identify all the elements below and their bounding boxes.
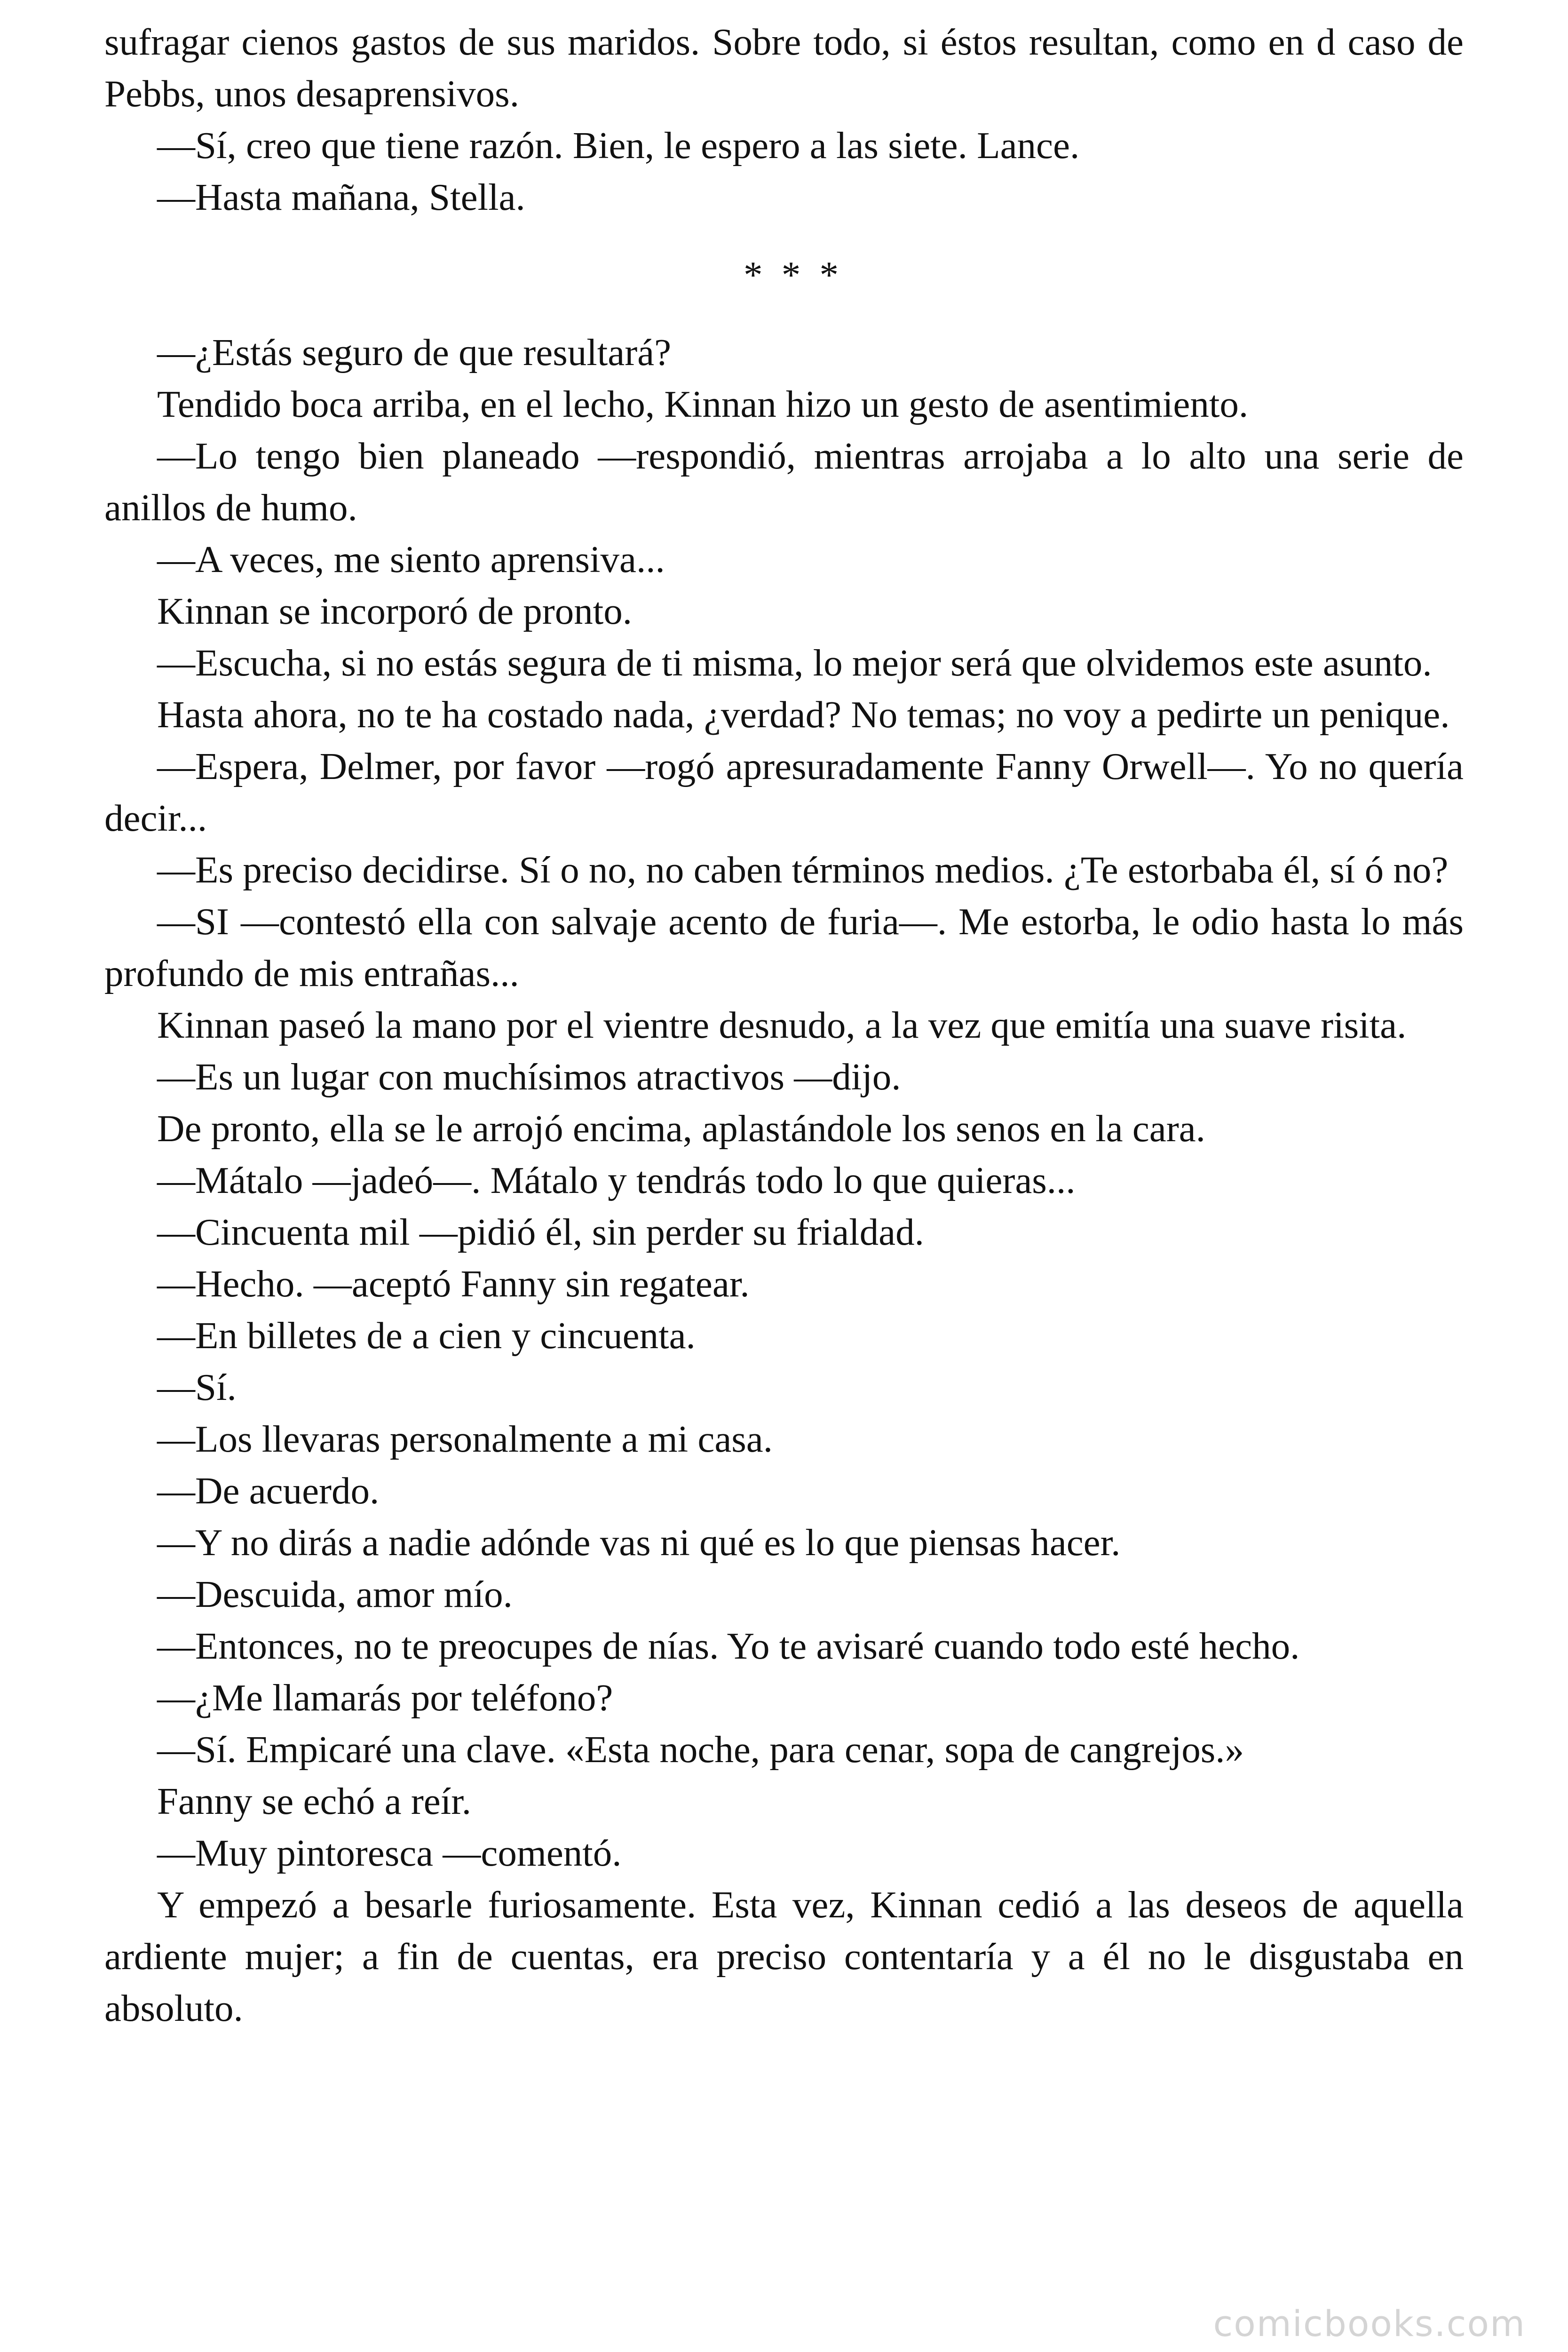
paragraph: —Hecho. —aceptó Fanny sin regatear. (157, 1263, 750, 1305)
paragraph: Kinnan paseó la mano por el vientre desnudo, a la vez que emitía una suave risita. (157, 1004, 1407, 1046)
paragraph: —Entonces, no te preocupes de nías. Yo te avisaré cuando todo esté hecho. (157, 1625, 1300, 1667)
scene-break: * * * (744, 254, 843, 296)
paragraph: Tendido boca arriba, en el lecho, Kinnan hizo un gesto de asentimiento. (157, 383, 1249, 425)
paragraph: sufragar cienos gastos de sus maridos. Sobre todo, si éstos resultan, como en d caso de Pebbs, unos desaprensivos. (104, 21, 1464, 115)
paragraph: Fanny se echó a reír. (157, 1780, 472, 1822)
paragraph: —Es preciso decidirse. Sí o no, no caben términos medios. ¿Te estorbaba él, sí ó no? (157, 849, 1449, 891)
paragraph: —Los llevaras personalmente a mi casa. (157, 1418, 773, 1460)
section-after-break (104, 326, 1464, 2034)
paragraph: —De acuerdo. (157, 1470, 380, 1512)
paragraph: —Hasta mañana, Stella. (157, 176, 525, 218)
paragraph: —¿Me llamarás por teléfono? (157, 1677, 613, 1719)
paragraph: —Mátalo —jadeó—. Mátalo y tendrás todo lo que quieras... (157, 1159, 1076, 1201)
paragraph: —SI —contestó ella con salvaje acento de furia—. Me estorba, le odio hasta lo más profundo de mis entrañas... (104, 900, 1464, 994)
paragraph: Hasta ahora, no te ha costado nada, ¿verdad? No temas; no voy a pedirte un penique. (157, 693, 1450, 736)
text-column (104, 16, 1464, 2034)
paragraph: —¿Estás seguro de que resultará? (157, 331, 672, 373)
paragraph: De pronto, ella se le arrojó encima, aplastándole los senos en la cara. (157, 1107, 1205, 1150)
paragraph: —Sí. (157, 1366, 237, 1408)
section-before-break (104, 16, 1464, 223)
paragraph: —Muy pintoresca —comentó. (157, 1832, 622, 1874)
paragraph: —A veces, me siento aprensiva... (157, 538, 665, 580)
watermark: comicbooks.com (1213, 2303, 1526, 2344)
paragraph: Kinnan se incorporó de pronto. (157, 590, 633, 632)
paragraph: —Es un lugar con muchísimos atractivos —dijo. (157, 1056, 901, 1098)
paragraph: Y empezó a besarle furiosamente. Esta vez, Kinnan cedió a las deseos de aquella ardiente mujer; a fin de cuentas, era preciso contentaría y a él no le disgustaba en absoluto. (104, 1883, 1464, 2029)
paragraph: —En billetes de a cien y cincuenta. (157, 1314, 696, 1357)
paragraph: —Y no dirás a nadie adónde vas ni qué es lo que piensas hacer. (157, 1521, 1121, 1564)
paragraph: —Sí. Empicaré una clave. «Esta noche, para cenar, sopa de cangrejos.» (157, 1728, 1244, 1771)
paragraph: —Escucha, si no estás segura de ti misma, lo mejor será que olvidemos este asunto. (157, 642, 1432, 684)
paragraph: —Descuida, amor mío. (157, 1573, 513, 1615)
paragraph: —Sí, creo que tiene razón. Bien, le espero a las siete. Lance. (157, 124, 1080, 167)
paragraph: —Cincuenta mil —pidió él, sin perder su frialdad. (157, 1211, 924, 1253)
paragraph: —Espera, Delmer, por favor —rogó apresuradamente Fanny Orwell—. Yo no quería decir... (104, 745, 1464, 839)
paragraph: —Lo tengo bien planeado —respondió, mientras arrojaba a lo alto una serie de anillos de humo. (104, 435, 1464, 529)
